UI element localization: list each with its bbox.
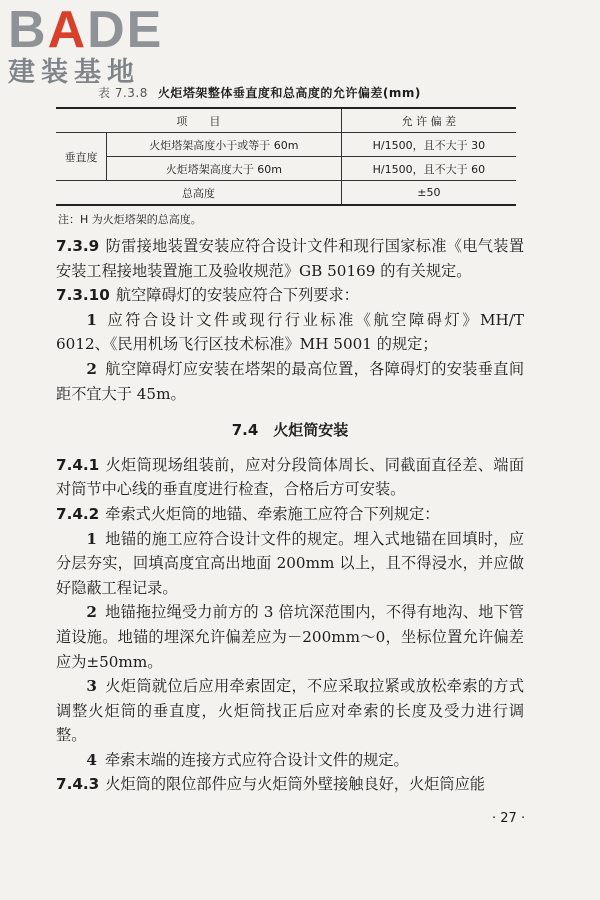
- section-title: 7.4 火炬筒安装: [231, 421, 349, 440]
- item-7-3-10-2: 2 航空障碍灯应安装在塔架的最高位置，各障碍灯的安装垂直间距不宜大于 45m。: [56, 359, 524, 403]
- table-row: [56, 133, 516, 157]
- item-7-3-10-1: 1 应符合设计文件或现行行业标准《航空障碍灯》MH/T 6012、《民用机场飞行区技术标准》MH 5001 的规定；: [56, 310, 524, 354]
- row-item: 火炬塔架高度大于 60m: [107, 157, 342, 181]
- header-tolerance: 允 许 偏 差: [341, 108, 516, 133]
- header-item: 项 目: [56, 108, 341, 133]
- logo-subtitle: 建装基地: [8, 57, 140, 88]
- logo-wordmark: BADE: [8, 1, 164, 59]
- clause-7-3-10: 7.3.10 航空障碍灯的安装应符合下列要求：: [56, 286, 359, 305]
- table-title: 火炬塔架整体垂直度和总高度的允许偏差(mm): [157, 86, 421, 100]
- table-header-row: [56, 108, 516, 133]
- clause-7-4-1: 7.4.1 火炬筒现场组装前，应对分段筒体周长、同截面直径差、端面对筒节中心线的垂直度进行检查，合格后方可安装。: [56, 455, 524, 499]
- row-group-verticality: 垂直度: [56, 133, 107, 181]
- clause-7-3-9: 7.3.9 防雷接地装置安装应符合设计文件和现行国家标准《电气装置安装工程接地装置施工及验收规范》GB 50169 的有关规定。: [56, 237, 524, 280]
- row-tolerance: ±50: [341, 181, 516, 206]
- table-row: [56, 181, 516, 206]
- document-body: [56, 234, 524, 797]
- clause-7-4-3: 7.4.3 火炬筒的限位部件应与火炬筒外壁接触良好，火炬筒应能: [56, 775, 485, 794]
- table-number: 表 7.3.8: [98, 86, 148, 100]
- tolerance-table: [56, 107, 516, 206]
- logo-accent-letter: A: [47, 1, 88, 59]
- table-caption: [98, 84, 568, 101]
- item-7-4-2-3: 3 火炬筒就位后应用牵索固定，不应采取拉紧或放松牵索的方式调整火炬筒的垂直度，火炬筒找正后应对牵索的长度及受力进行调整。: [56, 677, 524, 745]
- row-item: 火炬塔架高度小于或等于 60m: [107, 133, 342, 157]
- row-tolerance: H/1500，且不大于 60: [341, 157, 516, 181]
- item-7-4-2-4: 4 牵索末端的连接方式应符合设计文件的规定。: [86, 750, 409, 769]
- page-number: · 27 ·: [492, 811, 526, 826]
- table-row: [56, 157, 516, 181]
- table-note: 注：H 为火炬塔架的总高度。: [58, 213, 202, 226]
- row-group-total-height: 总高度: [56, 181, 341, 206]
- row-tolerance: H/1500，且不大于 30: [341, 133, 516, 157]
- clause-7-4-2: 7.4.2 牵索式火炬筒的地锚、牵索施工应符合下列规定：: [56, 504, 440, 523]
- item-7-4-2-1: 1 地锚的施工应符合设计文件的规定。埋入式地锚在回填时，应分层夯实，回填高度宜高出地面 200mm 以上，且不得浸水，并应做好隐蔽工程记录。: [56, 529, 524, 597]
- item-7-4-2-2: 2 地锚拖拉绳受力前方的 3 倍坑深范围内，不得有地沟、地下管道设施。地锚的埋深允许偏差应为－200mm～0，坐标位置允许偏差应为±50mm。: [56, 603, 524, 671]
- logo: [8, 1, 178, 88]
